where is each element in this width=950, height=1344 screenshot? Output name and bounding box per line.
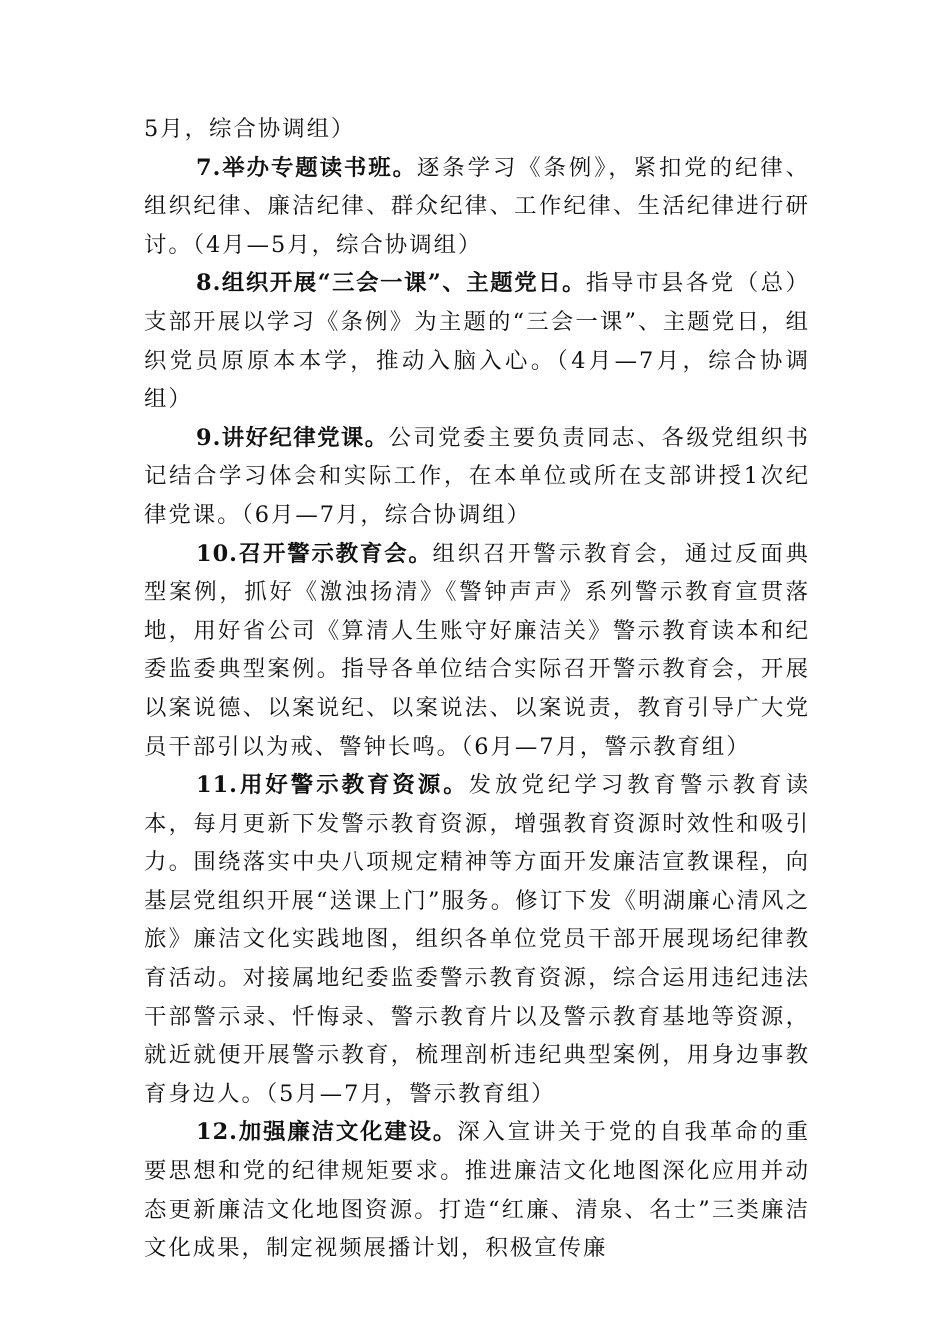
paragraph-body: 发放党纪学习教育警示教育读本，每月更新下发警示教育资源，增强教育资源时效性和吸引力。围绕落实中央八项规定精神等方面开发廉洁宣教课程，向基层党组织开展“送课上门”服务。修订下发《明湖廉心清风之旅》廉洁文化实践地图，组织各单位党员干部开展现场纪律教育活动。对接属地纪委监委警示教育资源，综合运用违纪违法干部警示录、忏悔录、警示教育片以及警示教育基地等资源，就近就便开展警示教育，梳理剖析违纪典型案例，用身边事教育身边人。（5月—7月，警示教育组） [144, 772, 810, 1107]
paragraph-body: 公司党委主要负责同志、各级党组织书记结合学习体会和实际工作，在本单位或所在支部讲授1次纪律党课。（6月—7月，综合协调组） [144, 424, 811, 528]
paragraph-body: 5月，综合协调组） [144, 116, 356, 142]
paragraph-body: 指导市县各党（总）支部开展以学习《条例》为主题的“三会一课”、主题党日，组织党员原原本本学，推动入脑入心。（4月—7月，综合协调组） [144, 270, 811, 413]
paragraph-heading: 9.讲好纪律党课。 [196, 424, 389, 451]
paragraph-heading: 10.召开警示教育会。 [196, 540, 433, 567]
paragraph-heading: 12.加强廉洁文化建设。 [196, 1119, 458, 1146]
paragraph-heading: 8.组织开展“三会一课”、主题党日。 [196, 270, 587, 297]
paragraph-body: 组织召开警示教育会，通过反面典型案例，抓好《激浊扬清》《警钟声声》系列警示教育宣贯落地，用好省公司《算清人生账守好廉洁关》警示教育读本和纪委监委典型案例。指导各单位结合实际召开警示教育会，开展以案说德、以案说纪、以案说法、以案说责，教育引导广大党员干部引以为戒、警钟长鸣。（6月—7月，警示教育组） [144, 540, 810, 760]
paragraph-item-7 [144, 149, 810, 265]
document-body [144, 110, 810, 1268]
paragraph-body: 深入宣讲关于党的自我革命的重要思想和党的纪律规矩要求。推进廉洁文化地图深化应用并动态更新廉洁文化地图资源。打造“红廉、清泉、名士”三类廉洁文化成果，制定视频展播计划，积极宣传廉 [144, 1119, 810, 1262]
paragraph-item-12 [144, 1113, 810, 1267]
paragraph-continuation [144, 110, 810, 149]
paragraph-item-9 [144, 419, 810, 535]
paragraph-heading: 11.用好警示教育资源。 [196, 772, 469, 799]
paragraph-item-11 [144, 766, 810, 1113]
paragraph-item-8 [144, 264, 810, 418]
paragraph-item-10 [144, 535, 810, 767]
paragraph-body: 逐条学习《条例》，紧扣党的纪律、组织纪律、廉洁纪律、群众纪律、工作纪律、生活纪律进行研讨。（4月—5月，综合协调组） [144, 154, 810, 258]
paragraph-heading: 7.举办专题读书班。 [196, 154, 417, 181]
